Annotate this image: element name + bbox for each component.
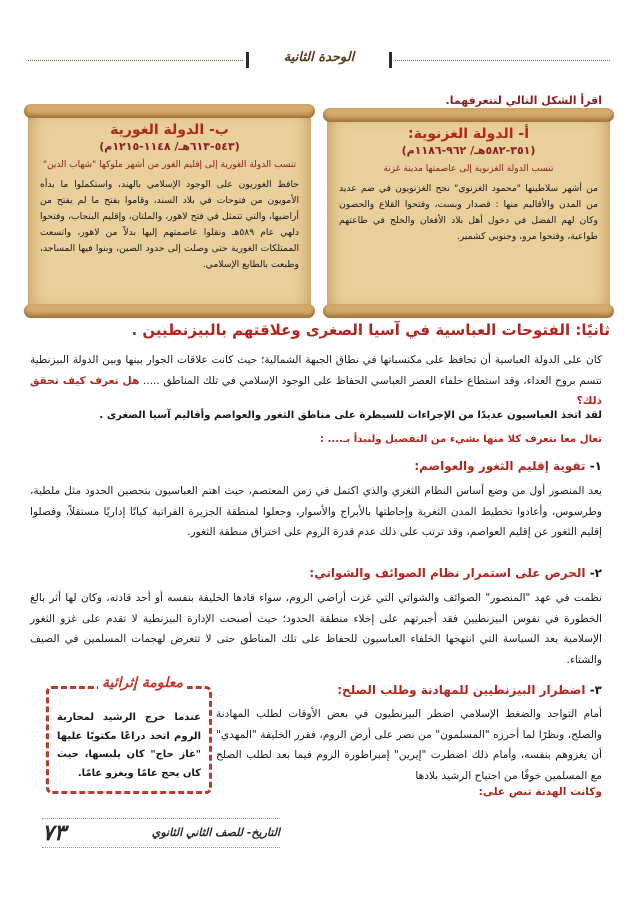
subheading-2 <box>309 566 602 580</box>
subheading-number: ٣- <box>589 683 602 697</box>
subheading-3 <box>337 683 602 697</box>
scroll-curl-top <box>24 104 315 118</box>
footer-text: التاريخ- للصف الثاني الثانوي <box>151 826 280 839</box>
header-tick-left <box>246 52 249 68</box>
page-number: ٧٣ <box>42 821 66 846</box>
subheading-text: الحرص على استمرار نظام الصوائف والشواتي: <box>309 566 586 580</box>
item-2-paragraph: نظمت في عهد "المنصور" الصوائف والشواتي التي غزت أراضي الروم، سواء قادها الخليفة بنفسه أو أحد قادته، وكان لها أثر بالغ الخطورة في نفوس البيزنطيين فقد أجبرتهم على إخلاء منطقة الحدود؛ حيث أصبحت الإدارة البيزنطية لا تقدم على غزو الثغور الإسلامية بعد السياسة التي انتهجها الخلفاء العباسيون للحفاظ على تلك المناطق حتى لا تتعرض لهجمات المسلمين في الصيف والشتاء. <box>30 592 602 666</box>
section-paragraph <box>30 350 602 412</box>
section-title: ثانيًا: الفتوحات العباسية في آسيا الصغرى وعلاقتهم بالبيزنطيين . <box>131 321 610 339</box>
scroll-body: من أشهر سلاطينها "محمود الغزنوي" نجح الغزنويون في ضم عديد من المدن والأقاليم منها : قصدار وبست، وفتحوا القلاع والحصون وكان لهم الفضل في دخول أهل بلاد الأفغان والخلج في طاعتهم طواعية، وفتحوا مرو، وجنوبي كشمير. <box>339 182 598 242</box>
info-box-label: معلومة إثرائية <box>98 675 187 691</box>
info-box-text: عندما خرج الرشيد لمحاربة الروم اتخذ دراعًا مكتوبًا عليها "غاز حاج" كان يلبسها، حيث كان يحج عامًا ويغزو عامًا. <box>57 712 201 779</box>
scroll-subtitle: تنسب الدولة الغورية إلى إقليم الغور من أشهر ملوكها "شهاب الدين" <box>42 160 297 170</box>
scroll-curl-top <box>323 108 614 122</box>
scroll-title: أ- الدولة الغزنوية: <box>408 126 529 142</box>
scroll-curl-bottom <box>323 304 614 318</box>
subheading-number: ١- <box>589 459 602 473</box>
subheading-text: تقوية إقليم الثغور والعواصم: <box>414 459 586 473</box>
measures-note: لقد اتخذ العباسيون عديدًا من الإجراءات للسيطرة على مناطق الثغور والعواصم وأقاليم آسيا الصغرى . <box>99 410 602 421</box>
subheading-number: ٢- <box>589 566 602 580</box>
footer-rule-top <box>42 818 280 819</box>
scroll-title: ب- الدولة الغورية <box>110 122 229 138</box>
page-footer <box>42 818 280 848</box>
intro-instruction: اقرأ الشكل التالي لتتعرفهما. <box>445 94 602 107</box>
paragraph-text: كان على الدولة العباسية أن تحافظ على مكتسباتها في نطاق الجبهة الشمالية؛ حيث كانت علاقات الجوار بينها وبين الدولة البيزنطية تتسم بروح العداء، وقد استطاع خلفاء العصر العباسي الحفاظ على الوجود الإسلامي في تلك المناطق ..... <box>30 354 602 387</box>
scroll-dates: (٣٥١-٥٨٢هـ/ ٩٦٢-١١٨٦م) <box>401 144 536 157</box>
scroll-dates: (٥٤٣-٦١٣هـ/ ١١٤٨-١٢١٥م) <box>99 140 240 153</box>
item-3-paragraph: أمام التواجد والضغط الإسلامي اضطر البيزنطيون في بعض الأوقات لطلب المهادنة والصلح، ونظرًا لما أحرزه "المسلمون" من نصر على أرض الروم، فقرر الخليفة "المهدي" أن يغزوهم بنفسه، وأمام ذلك اضطرت "إيرين" إمبراطورة الروم فيما بعد لطلب الصلح مع المسلمين خوفًا من اجتياح الرشيد بلادها <box>216 708 602 782</box>
header-rule-left <box>28 60 243 61</box>
item-1-paragraph: يعد المنصور أول من وضع أساس النظام الثغري والذي اكتمل في زمن المعتصم، حيث اهتم العباسيون بتحصين الحدود مثل ملطية، وطرسوس، وأعادوا تخطيط المدن الثغرية وإحاطتها بالأبراج والأسوار، وجعلوا لمنطقة الجزيرة الفراتية كيانًا إداريًا مستقلاً، وفصلوا إقليم الثغور عن إقليم العواصم، وقد ترتب على ذلك عدم قدرة الروم على اختراق منطقة الثغور. <box>30 485 602 539</box>
subheading-text: اضطرار البيزنطيين للمهادنة وطلب الصلح: <box>337 683 586 697</box>
enrichment-info-box <box>46 675 212 794</box>
scroll-subtitle: تنسب الدولة الغزنوية إلى عاصمتها مدينة غزنة <box>383 164 554 174</box>
truce-terms-line: وكانت الهدنة تنص على: <box>478 786 602 798</box>
subheading-1 <box>414 459 602 473</box>
footer-rule-bottom <box>42 847 280 848</box>
unit-title: الوحدة الثانية <box>283 50 355 65</box>
scroll-ghurid <box>28 108 311 314</box>
lets-learn-note: تعال معا نتعرف كلا منها بشيء من التفصيل ولنبدأ بـ.... : <box>319 434 602 445</box>
scroll-body: حافظ الغوريون على الوجود الإسلامي بالهند، واستكملوا ما بدأه الأمويون من فتوحات في بلاد السند، وقاموا بفتح ما لم يفتح من أراضيها، والتي تتمثل في فتح لاهور، والملتان، وإقليم البنجاب، وفتحوا دلهي عام ٥٨٩هـ ونقلوا عاصمتهم إليها بدلاً من لاهور، واتسعت الممتلكات الغورية حتى وصلت إلى حدود الصين، وبنوا فيها المساجد، وطبعت بالطابع الإسلامي. <box>40 178 299 270</box>
paragraph-question: هل تعرف كيف تحقق ذلك؟ <box>30 374 602 408</box>
scroll-ghaznavid <box>327 112 610 314</box>
page-header <box>28 50 610 72</box>
scroll-curl-bottom <box>24 304 315 318</box>
